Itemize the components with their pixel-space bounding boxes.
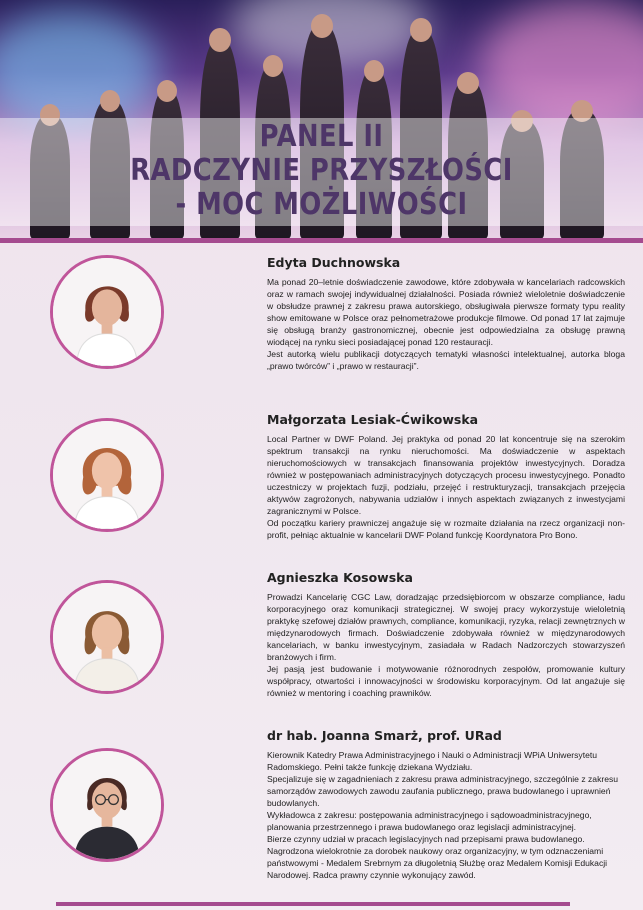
speaker-name-3: Agnieszka Kosowska xyxy=(267,570,413,585)
speaker-4-paragraph-3: Wykładowca z zakresu: postępowania administracyjnego i sądowoadministracyjnego, planowania przestrzennego i prawa budowlanego oraz legislacji administracyjnej. xyxy=(267,810,592,832)
speaker-2-paragraph-1: Local Partner w DWF Poland. Jej praktyka od ponad 20 lat koncentruje się na szerokim spektrum transakcji na rynku nieruchomości. Ma doświadczenie w aspektach nieruchomościowych w transakcjach finansowania projektów inwestycyjnych. Doradza również w postępowaniach administracyjnych dotyczących procesu inwestycyjnego. Ponadto uczestniczy w projektach fuzji, podziału, przejęć i restrukturyzacji, transakcjach przejęcia aktywów zagrożonych, nabywania udziałów i innych aspektach związanych z inwestycjami zagranicznymi w Polsce. xyxy=(267,434,625,516)
speaker-bio-1 xyxy=(267,255,625,372)
title-line-2: RADCZYNIE PRZYSZŁOŚCI xyxy=(130,153,513,188)
speaker-bio-4 xyxy=(267,728,625,881)
divider-top xyxy=(0,238,643,243)
speaker-bio-3 xyxy=(267,570,625,699)
divider-bottom xyxy=(56,902,570,906)
speaker-3-paragraph-2: Jej pasją jest budowanie i motywowanie różnorodnych zespołów, promowanie kultury współpracy, otwartości i innowacyjności w środowisku korporacyjnym. Od lat angażuje się również w mentoring i coaching prawników. xyxy=(267,664,625,698)
speaker-name-4: dr hab. Joanna Smarż, prof. URad xyxy=(267,728,502,743)
speaker-4-paragraph-2: Specjalizuje się w zagadnieniach z zakresu prawa administracyjnego, szczególnie z zakresu samorządów zawodowych zawodu zaufania publicznego, prawa budowlanego i uprawnień budowlanych. xyxy=(267,774,619,808)
speaker-4-paragraph-4: Bierze czynny udział w pracach legislacyjnych nad przepisami prawa budowlanego. xyxy=(267,834,585,844)
speaker-photo-4 xyxy=(50,748,164,862)
title-line-1: PANEL II xyxy=(259,119,384,154)
speaker-photo-2 xyxy=(50,418,164,532)
speaker-name-2: Małgorzata Lesiak-Ćwikowska xyxy=(267,412,479,427)
speaker-4-paragraph-1: Kierownik Katedry Prawa Administracyjnego i Nauki o Administracji WPiA Uniwersytetu Radomskiego. Pełni także funkcję dziekana Wydziału. xyxy=(267,750,598,772)
speaker-bio-2 xyxy=(267,412,625,541)
speaker-2-paragraph-2: Od początku kariery prawniczej angażuje się w rozmaite działania na rzecz organizacji non-profit, pełniąc aktualnie w kancelarii DWF Poland funkcję Koordynatora Pro Bono. xyxy=(267,518,625,540)
speaker-1-paragraph-1: Ma ponad 20–letnie doświadczenie zawodowe, które zdobywała w kancelariach radcowskich oraz w ramach swojej indywidualnej działalności. Posiada również wieloletnie doświadczenie w obsłudze prawnej z zakresu prawa autorskiego, obsługiwała pierwsze formaty typu reality show emitowane w Polsce oraz pełnometrażowe produkcje filmowe. Od ponad 17 lat zajmuje się obsługą branży gastronomicznej, obecnie jest odpowiedzialna za obsługę prawną wiodącej na rynku sieci posiadającej ponad 120 restauracji. xyxy=(267,277,625,347)
speaker-photo-3 xyxy=(50,580,164,694)
speaker-photo-1 xyxy=(50,255,164,369)
speaker-name-1: Edyta Duchnowska xyxy=(267,255,401,270)
speaker-1-paragraph-2: Jest autorką wielu publikacji dotyczących tematyki własności intelektualnej, autorka bloga „prawo twórców” i „prawo w restauracji”. xyxy=(267,349,625,371)
title-line-3: - MOC MOŻLIWOŚCI xyxy=(175,187,468,222)
page-title xyxy=(45,120,598,222)
speaker-3-paragraph-1: Prowadzi Kancelarię CGC Law, doradzając przedsiębiorcom w obszarze compliance, ładu korporacyjnego oraz komunikacji strategicznej. W swojej pracy wykorzystuje wieloletnią praktykę szefowej działów prawnych, compliance, komunikacji, ryzyka, relacji zewnętrznych w międzynarodowych firmach. Doświadczenie zdobywała również w międzynarodowych kancelariach, w banku inwestycyjnym, zasiadała w Radach Nadzorczych stowarzyszeń branżowych i firm. xyxy=(267,592,625,662)
speaker-4-paragraph-5: Nagrodzona wielokrotnie za dorobek naukowy oraz organizacyjny, w tym odznaczeniami państwowymi - Medalem Srebrnym za długoletnią Służbę oraz Medalem Komisji Edukacji Narodowej. Radca prawny czynnie wykonujący zawód. xyxy=(267,846,608,880)
